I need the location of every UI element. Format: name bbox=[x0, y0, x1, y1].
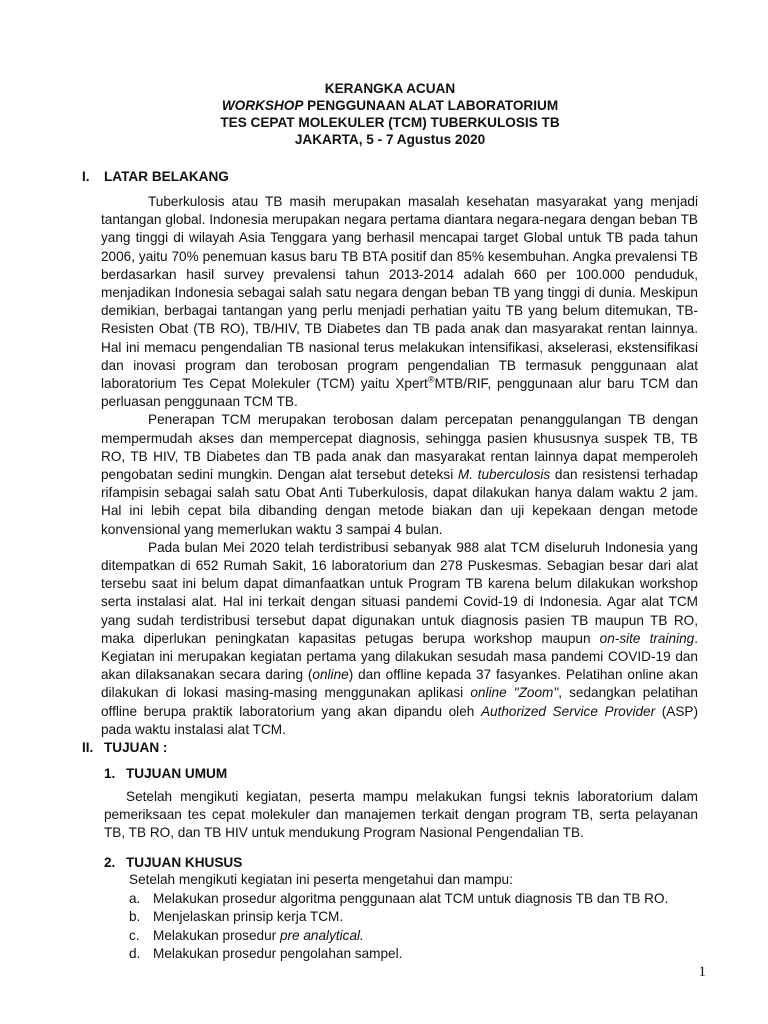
list-item: a. Melakukan prosedur algoritma penggunaan alat TCM untuk diagnosis TB dan TB RO. bbox=[129, 890, 669, 906]
document-header bbox=[80, 80, 700, 148]
paragraph: Tuberkulosis atau TB masih merupakan masalah kesehatan masyarakat yang menjadi tantangan global. Indonesia merupakan negara pertama diantara negara-negara dengan beban TB yang tinggi di wilayah Asia Tenggara yang berhasil mencapai target Global untuk TB pada tahun 2006, yaitu 70% penemuan kasus baru TB BTA positif dan 85% kesembuhan. Angka prevalensi TB berdasarkan hasil survey prevalensi tahun 2013-2014 adalah 660 per 100.000 penduduk, menjadikan Indonesia sebagai salah satu negara dengan beban TB yang tinggi di dunia. Meskipun demikian, berbagai tantangan yang perlu menjadi perhatian yaitu TB yang belum ditemukan, TB-Resisten Obat (TB RO), TB/HIV, TB Diabetes dan TB pada anak dan masyarakat rentan lainnya. Hal ini memacu pengendalian TB nasional terus melakukan intensifikasi, akselerasi, ekstensifikasi dan inovasi program dan terobosan program pengendalian TB termasuk penggunaan alat laboratorium Tes Cepat Molekuler (TCM) yaitu Xpert®MTB/RIF, penggunaan alur baru TCM dan perluasan penggunaan TCM TB. bbox=[101, 194, 698, 410]
list-item: b. Menjelaskan prinsip kerja TCM. bbox=[129, 909, 344, 924]
list-intro: Setelah mengikuti kegiatan ini peserta mengetahui dan mampu: bbox=[129, 872, 513, 887]
section-heading-tujuan: II. TUJUAN : bbox=[82, 740, 168, 755]
header-location-date: JAKARTA, 5 - 7 Agustus 2020 bbox=[294, 132, 486, 147]
list-item: d. Melakukan prosedur pengolahan sampel. bbox=[129, 946, 403, 961]
paragraph: Penerapan TCM merupakan terobosan dalam percepatan penanggulangan TB dengan mempermudah akses dan mempercepat diagnosis, sehingga pasien khususnya suspek TB, TB RO, TB HIV, TB Diabetes dan TB pada anak dan masyarakat rentan lainnya dapat memperoleh pengobatan sedini mungkin. Dengan alat tersebut deteksi M. tuberculosis dan resistensi terhadap rifampisin sebagai salah satu Obat Anti Tuberkulosis, dapat dilakukan hanya dalam waktu 2 jam. Hal ini lebih cepat bila dibanding dengan metode biakan dan uji kepekaan dengan metode konvensional yang memerlukan waktu 3 sampai 4 bulan. bbox=[101, 412, 698, 537]
section-latar-belakang-body bbox=[101, 193, 698, 739]
list-item: c. Melakukan prosedur pre analytical. bbox=[129, 927, 364, 943]
page-number: 1 bbox=[698, 964, 706, 980]
paragraph: Pada bulan Mei 2020 telah terdistribusi sebanyak 988 alat TCM diseluruh Indonesia yang ditempatkan di 652 Rumah Sakit, 16 laboratorium dan 278 Puskesmas. Sebagian besar dari alat tersebu saat ini belum dapat dimanfaatkan untuk Program TB karena belum dilakukan workshop serta instalasi alat. Hal ini terkait dengan situasi pandemi Covid-19 di Indonesia. Agar alat TCM yang sudah terdistribusi tersebut dapat digunakan untuk diagnosis pasien TB maupun TB RO, maka diperlukan peningkatan kapasitas petugas berupa workshop maupun on-site training. Kegiatan ini merupakan kegiatan pertama yang dilakukan sesudah masa pandemi COVID-19 dan akan dilaksanakan secara daring (online) dan offline kepada 37 fasyankes. Pelatihan online akan dilakukan di lokasi masing-masing menggunakan aplikasi online "Zoom", sedangkan pelatihan offline berupa praktik laboratorium yang akan dipandu oleh Authorized Service Provider (ASP) pada waktu instalasi alat TCM. bbox=[101, 539, 699, 737]
header-subtitle: WORKSHOP PENGGUNAAN ALAT LABORATORIUM bbox=[221, 98, 559, 113]
subheading-tujuan-khusus: 2. TUJUAN KHUSUS bbox=[104, 855, 243, 870]
tujuan-umum-text: Setelah mengikuti kegiatan, peserta mampu melakukan fungsi teknis laboratorium dalam pemeriksaan tes cepat molekuler dan manajemen terkait dengan program TB, serta pelayanan TB, TB RO, dan TB HIV untuk mendukung Program Nasional Pengendalian TB. bbox=[104, 789, 698, 840]
subheading-tujuan-umum: 1. TUJUAN UMUM bbox=[104, 766, 228, 781]
header-topic: TES CEPAT MOLEKULER (TCM) TUBERKULOSIS TB bbox=[220, 115, 560, 130]
header-title: KERANGKA ACUAN bbox=[324, 81, 456, 96]
tujuan-khusus-list bbox=[129, 871, 699, 964]
section-heading-latar-belakang: I. LATAR BELAKANG bbox=[82, 169, 229, 184]
